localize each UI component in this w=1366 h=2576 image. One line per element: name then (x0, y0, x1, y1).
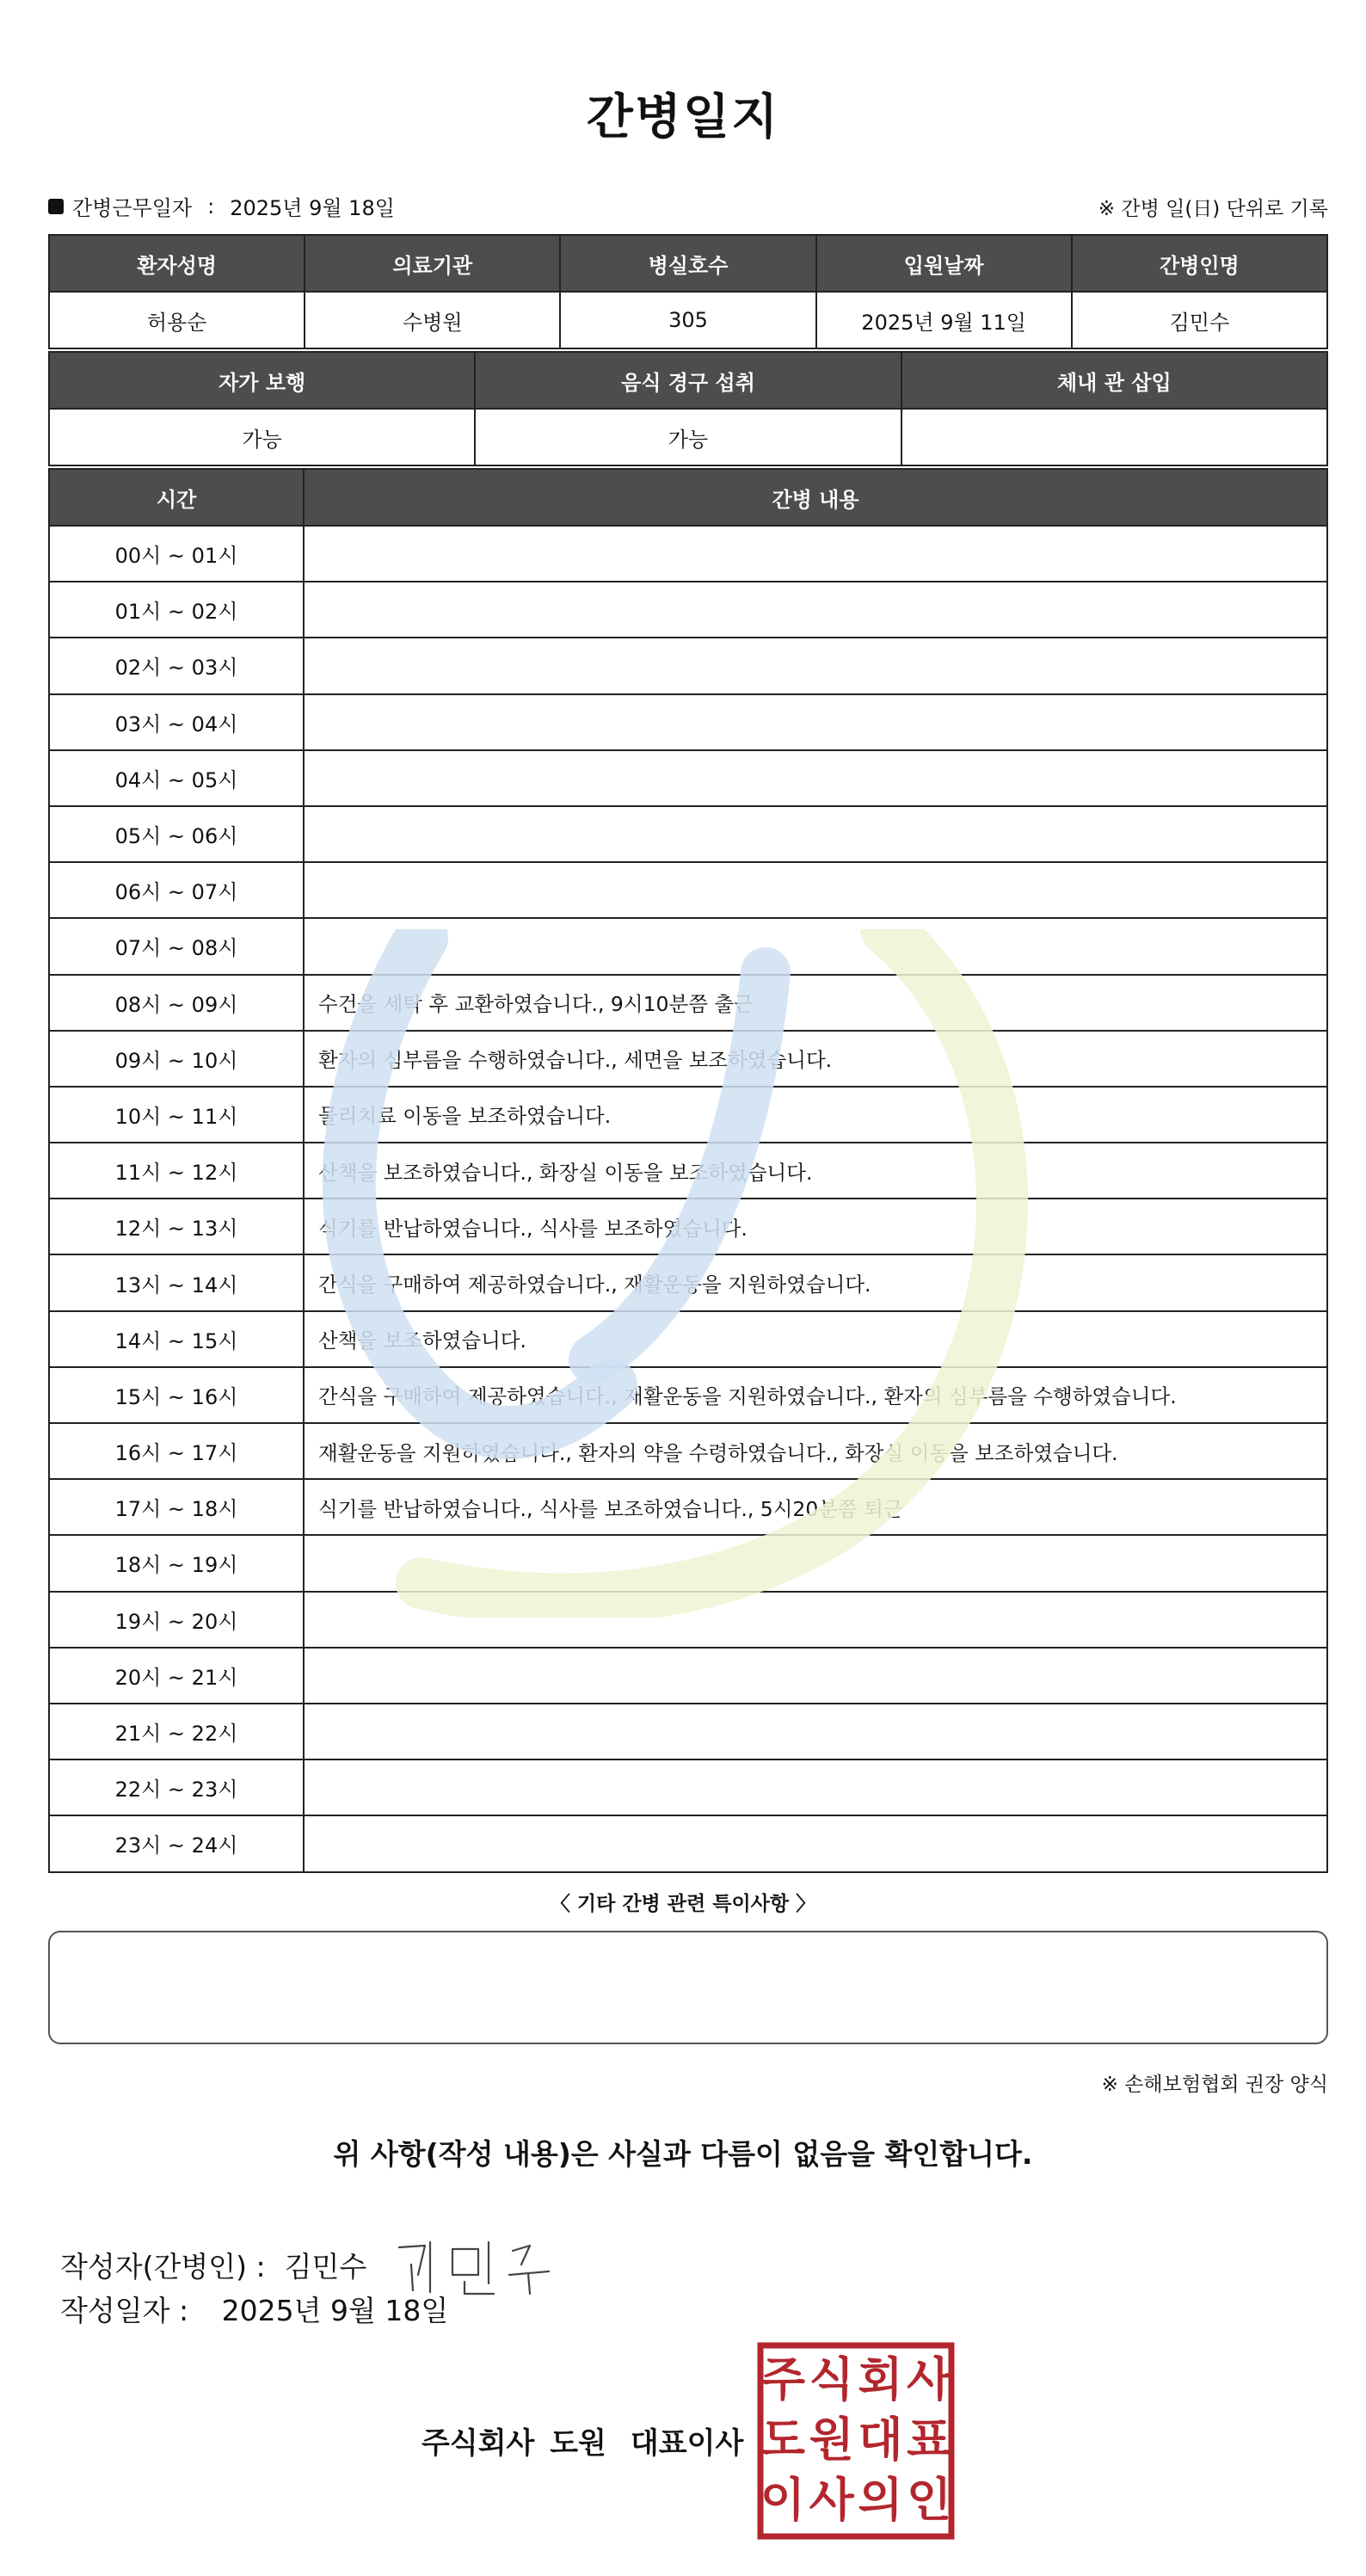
hospital-name: 수병원 (305, 292, 560, 348)
bullet-square-icon (48, 199, 64, 214)
log-content-cell (304, 1759, 1327, 1815)
admission-date: 2025년 9월 11일 (816, 292, 1072, 348)
work-date-value: 2025년 9월 18일 (230, 196, 395, 220)
written-date-value: 2025년 9월 18일 (221, 2294, 449, 2327)
log-time-cell: 00시 ~ 01시 (49, 526, 304, 582)
status-header: 음식 경구 섭취 (475, 352, 901, 409)
log-row (49, 1759, 1327, 1815)
company-name: 주식회사 도원 (421, 2426, 606, 2461)
care-log-body (49, 526, 1327, 1872)
log-row (49, 582, 1327, 638)
content-column-header: 간병 내용 (304, 469, 1327, 526)
form-footnote: ※ 손해보험협회 권장 양식 (1101, 2074, 1328, 2096)
info-header: 병실호수 (560, 235, 815, 292)
log-content-cell (304, 1648, 1327, 1704)
document-title: 간병일지 (586, 89, 780, 145)
info-header: 의료기관 (305, 235, 560, 292)
log-content-cell (304, 918, 1327, 974)
log-row (49, 806, 1327, 862)
log-content-cell (304, 694, 1327, 750)
log-content-cell (304, 1815, 1327, 1871)
patient-status-table (48, 351, 1328, 466)
log-time-cell: 15시 ~ 16시 (49, 1367, 304, 1423)
log-time-cell: 14시 ~ 15시 (49, 1311, 304, 1367)
log-content-cell: 간식을 구매하여 제공하였습니다., 재활운동을 지원하였습니다., 환자의 심부름을 수행하였습니다. (304, 1367, 1327, 1423)
log-row (49, 1648, 1327, 1704)
written-date-line (60, 2289, 448, 2329)
log-row (49, 1704, 1327, 1759)
log-time-cell: 08시 ~ 09시 (49, 975, 304, 1031)
log-row (49, 526, 1327, 582)
log-time-cell: 11시 ~ 12시 (49, 1143, 304, 1199)
work-date-separator: : (207, 194, 215, 219)
log-time-cell: 22시 ~ 23시 (49, 1759, 304, 1815)
writer-name: 김민수 (284, 2249, 367, 2283)
log-time-cell: 04시 ~ 05시 (49, 750, 304, 806)
work-date (48, 191, 395, 221)
log-content-cell: 식기를 반납하였습니다., 식사를 보조하였습니다., 5시20분쯤 퇴근 (304, 1479, 1327, 1535)
log-row (49, 975, 1327, 1031)
log-content-cell: 환자의 심부름을 수행하였습니다., 세면을 보조하였습니다. (304, 1031, 1327, 1087)
patient-info-table (48, 234, 1328, 349)
log-row (49, 1143, 1327, 1199)
confirmation-statement: 위 사항(작성 내용)은 사실과 다름이 없음을 확인합니다. (333, 2137, 1033, 2171)
log-content-cell (304, 1704, 1327, 1759)
info-header: 간병인명 (1072, 235, 1327, 292)
caregiver-name: 김민수 (1072, 292, 1327, 348)
patient-name: 허용순 (49, 292, 305, 348)
log-content-cell (304, 582, 1327, 638)
self-walking-value: 가능 (49, 409, 475, 465)
log-time-cell: 12시 ~ 13시 (49, 1199, 304, 1254)
log-row (49, 1815, 1327, 1871)
log-row (49, 1592, 1327, 1648)
log-content-cell (304, 862, 1327, 918)
seal-glyph: 사 (809, 2473, 854, 2527)
log-time-cell: 18시 ~ 19시 (49, 1535, 304, 1591)
status-header: 자가 보행 (49, 352, 475, 409)
log-row (49, 918, 1327, 974)
log-time-cell: 23시 ~ 24시 (49, 1815, 304, 1871)
record-note: ※ 간병 일(日) 단위로 기록 (1098, 198, 1328, 220)
status-header: 체내 관 삽입 (901, 352, 1327, 409)
log-row (49, 1031, 1327, 1087)
care-log-table (48, 468, 1328, 1873)
log-content-cell (304, 806, 1327, 862)
log-time-cell: 01시 ~ 02시 (49, 582, 304, 638)
log-row (49, 1535, 1327, 1591)
log-time-cell: 09시 ~ 10시 (49, 1031, 304, 1087)
seal-glyph: 의 (858, 2473, 903, 2527)
log-content-cell (304, 526, 1327, 582)
seal-glyph: 주 (760, 2352, 806, 2407)
company-role: 대표이사 (630, 2426, 744, 2461)
log-time-cell: 05시 ~ 06시 (49, 806, 304, 862)
log-row (49, 1254, 1327, 1310)
log-time-cell: 17시 ~ 18시 (49, 1479, 304, 1535)
seal-glyph: 인 (907, 2473, 952, 2527)
log-time-cell: 10시 ~ 11시 (49, 1087, 304, 1143)
log-content-cell (304, 750, 1327, 806)
log-row (49, 1199, 1327, 1254)
log-content-cell: 식기를 반납하였습니다., 식사를 보조하였습니다. (304, 1199, 1327, 1254)
log-row (49, 1479, 1327, 1535)
info-header: 입원날짜 (816, 235, 1072, 292)
log-content-cell: 수건을 세탁 후 교환하였습니다., 9시10분쯤 출근 (304, 975, 1327, 1031)
log-content-cell: 재활운동을 지원하였습니다., 환자의 약을 수령하였습니다., 화장실 이동을 보조하였습니다. (304, 1423, 1327, 1479)
log-content-cell (304, 1592, 1327, 1648)
time-column-header: 시간 (49, 469, 304, 526)
info-header: 환자성명 (49, 235, 305, 292)
log-time-cell: 06시 ~ 07시 (49, 862, 304, 918)
work-date-label: 간병근무일자 (72, 196, 193, 220)
log-row (49, 694, 1327, 750)
log-content-cell (304, 1535, 1327, 1591)
writer-label: 작성자(간병인) : (60, 2249, 266, 2283)
log-time-cell: 07시 ~ 08시 (49, 918, 304, 974)
log-row (49, 638, 1327, 693)
seal-glyph: 표 (907, 2413, 952, 2467)
company-seal-stamp-icon (757, 2342, 955, 2540)
log-row (49, 1087, 1327, 1143)
tube-insertion-value (901, 409, 1327, 465)
log-time-cell: 16시 ~ 17시 (49, 1423, 304, 1479)
log-row (49, 1311, 1327, 1367)
log-time-cell: 21시 ~ 22시 (49, 1704, 304, 1759)
seal-glyph: 이 (760, 2473, 806, 2527)
log-content-cell: 물리치료 이동을 보조하였습니다. (304, 1087, 1327, 1143)
log-content-cell: 산책을 보조하였습니다., 화장실 이동을 보조하였습니다. (304, 1143, 1327, 1199)
log-content-cell: 간식을 구매하여 제공하였습니다., 재활운동을 지원하였습니다. (304, 1254, 1327, 1310)
log-content-cell: 산책을 보조하였습니다. (304, 1311, 1327, 1367)
notes-box (48, 1931, 1328, 2044)
room-number: 305 (560, 292, 815, 348)
oral-intake-value: 가능 (475, 409, 901, 465)
log-row (49, 750, 1327, 806)
log-time-cell: 20시 ~ 21시 (49, 1648, 304, 1704)
log-time-cell: 19시 ~ 20시 (49, 1592, 304, 1648)
seal-glyph: 도 (760, 2413, 806, 2467)
log-time-cell: 13시 ~ 14시 (49, 1254, 304, 1310)
log-time-cell: 02시 ~ 03시 (49, 638, 304, 693)
seal-glyph: 식 (809, 2352, 854, 2407)
log-row (49, 1423, 1327, 1479)
seal-glyph: 원 (809, 2413, 854, 2467)
seal-glyph: 대 (858, 2413, 903, 2467)
log-row (49, 1367, 1327, 1423)
log-time-cell: 03시 ~ 04시 (49, 694, 304, 750)
seal-glyph: 회 (858, 2352, 903, 2407)
written-date-label: 작성일자 : (60, 2294, 189, 2327)
company-line (421, 2419, 743, 2462)
log-row (49, 862, 1327, 918)
seal-glyph: 사 (907, 2352, 952, 2407)
log-content-cell (304, 638, 1327, 693)
notes-label: 〈 기타 간병 관련 특이사항 〉 (550, 1893, 816, 1915)
